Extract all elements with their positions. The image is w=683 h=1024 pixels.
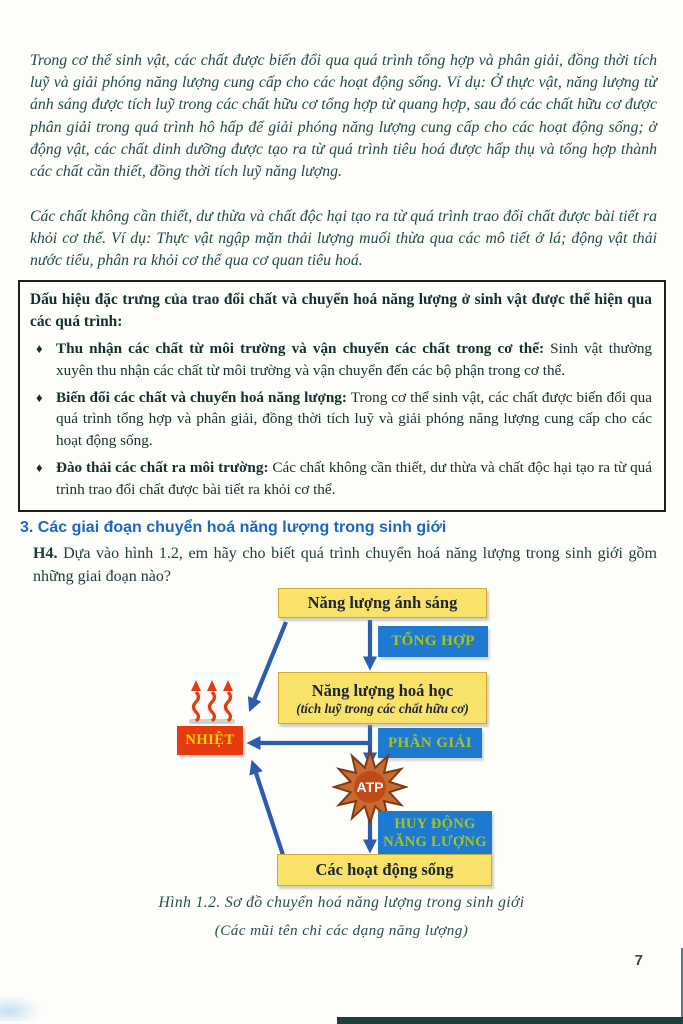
- node-mobilize-energy: [378, 811, 492, 855]
- node-synthesis: TỔNG HỢP: [378, 626, 488, 657]
- energy-flow-diagram: [0, 585, 683, 955]
- question-text: Dựa vào hình 1.2, em hãy cho biết quá trình chuyển hoá năng lượng trong sinh giới gồm những giai đoạn nào?: [33, 545, 658, 585]
- figure-caption: Hình 1.2. Sơ đồ chuyển hoá năng lượng trong sinh giới: [158, 894, 525, 911]
- atp-label: ATP: [356, 779, 384, 795]
- key-signs-callout-box: [18, 280, 666, 512]
- intro-paragraph-2: Các chất không cần thiết, dư thừa và chất độc hại tạo ra từ quá trình trao đổi chất được bài tiết ra khỏi cơ thể. Ví dụ: Thực vật ngập mặn thải lượng muối thừa qua các mô tiết ở lá; động vật thải nước tiểu, phân ra khỏi cơ thể qua cơ quan tiêu hoá.: [30, 208, 657, 270]
- question-h4: [33, 543, 657, 588]
- node-chemical-energy-subtitle: (tích luỹ trong các chất hữu cơ): [296, 700, 469, 716]
- callout-heading: Dấu hiệu đặc trưng của trao đổi chất và chuyển hoá năng lượng ở sinh vật được thể hiện qua các quá trình:: [30, 291, 652, 330]
- intro-paragraph-1: Trong cơ thể sinh vật, các chất được biến đổi qua quá trình tổng hợp và phân giải, đồng thời tích luỹ và giải phóng năng lượng cung cấp cho các hoạt động sống. Ví dụ: Ở thực vật, năng lượng từ ánh sáng được tích luỹ trong các chất hữu cơ tổng hợp từ quang hợp, sau đó các chất hữu cơ được phân giải trong quá trình hô hấp để giải phóng năng lượng cung cấp cho các hoạt động sống; ở động vật, các chất dinh dưỡng được tạo ra từ quá trình tiêu hoá được hấp thụ và tổng hợp thành các chất cần thiết, đồng thời tích luỹ năng lượng.: [30, 52, 657, 181]
- callout-bullet-list: [30, 338, 652, 501]
- node-chemical-energy-title: Năng lượng hoá học: [311, 680, 454, 700]
- callout-bullet-intake: [30, 338, 652, 382]
- node-decomposition: PHÂN GIẢI: [378, 728, 482, 758]
- callout-bullet-excrete: [30, 457, 652, 501]
- bullet-body: Các chất không cần thiết, dư thừa và chất độc hại tạo ra từ quá trình trao đổi chất được bài tiết ra khỏi cơ thể.: [56, 458, 653, 498]
- node-mobilize-line2: NĂNG LƯỢNG: [383, 834, 487, 850]
- diamond-bullet-icon: ♦: [36, 459, 43, 475]
- section-3-heading: 3. Các giai đoạn chuyển hoá năng lượng trong sinh giới: [20, 519, 447, 536]
- question-label: H4.: [33, 545, 58, 562]
- node-chemical-energy: [278, 672, 487, 724]
- node-light-energy: Năng lượng ánh sáng: [278, 588, 487, 618]
- heat-waves-icon: [185, 678, 239, 726]
- bullet-lead: Thu nhận các chất từ môi trường và vận chuyển các chất trong cơ thể:: [56, 340, 545, 357]
- bullet-body: Trong cơ thể sinh vật, các chất được biến đổi qua quá trình tổng hợp và phân giải, đồng thời tích luỹ và giải phóng năng lượng cung cấp cho các hoạt động sống.: [56, 388, 653, 450]
- bullet-body: Sinh vật thường xuyên thu nhận các chất từ môi trường và vận chuyển đến các bộ phận trong cơ thể.: [56, 340, 653, 379]
- figure-caption-note: (Các mũi tên chỉ các dạng năng lượng): [214, 922, 469, 939]
- node-mobilize-line1: HUY ĐỘNG: [394, 815, 476, 832]
- page-number: 7: [634, 952, 643, 969]
- bullet-lead: Đào thải các chất ra môi trường:: [56, 458, 269, 476]
- node-life-activities: Các hoạt động sống: [277, 854, 492, 886]
- scan-smudge-artifact: [0, 995, 42, 1021]
- callout-bullet-transform: [30, 387, 652, 452]
- bottom-page-bar: [337, 1017, 683, 1024]
- arrow-activities-to-heat: [254, 767, 283, 855]
- node-heat: NHIỆT: [177, 726, 243, 755]
- bullet-lead: Biến đổi các chất và chuyển hoá năng lượng:: [56, 388, 347, 406]
- diamond-bullet-icon: ♦: [36, 389, 43, 405]
- diamond-bullet-icon: ♦: [36, 341, 43, 356]
